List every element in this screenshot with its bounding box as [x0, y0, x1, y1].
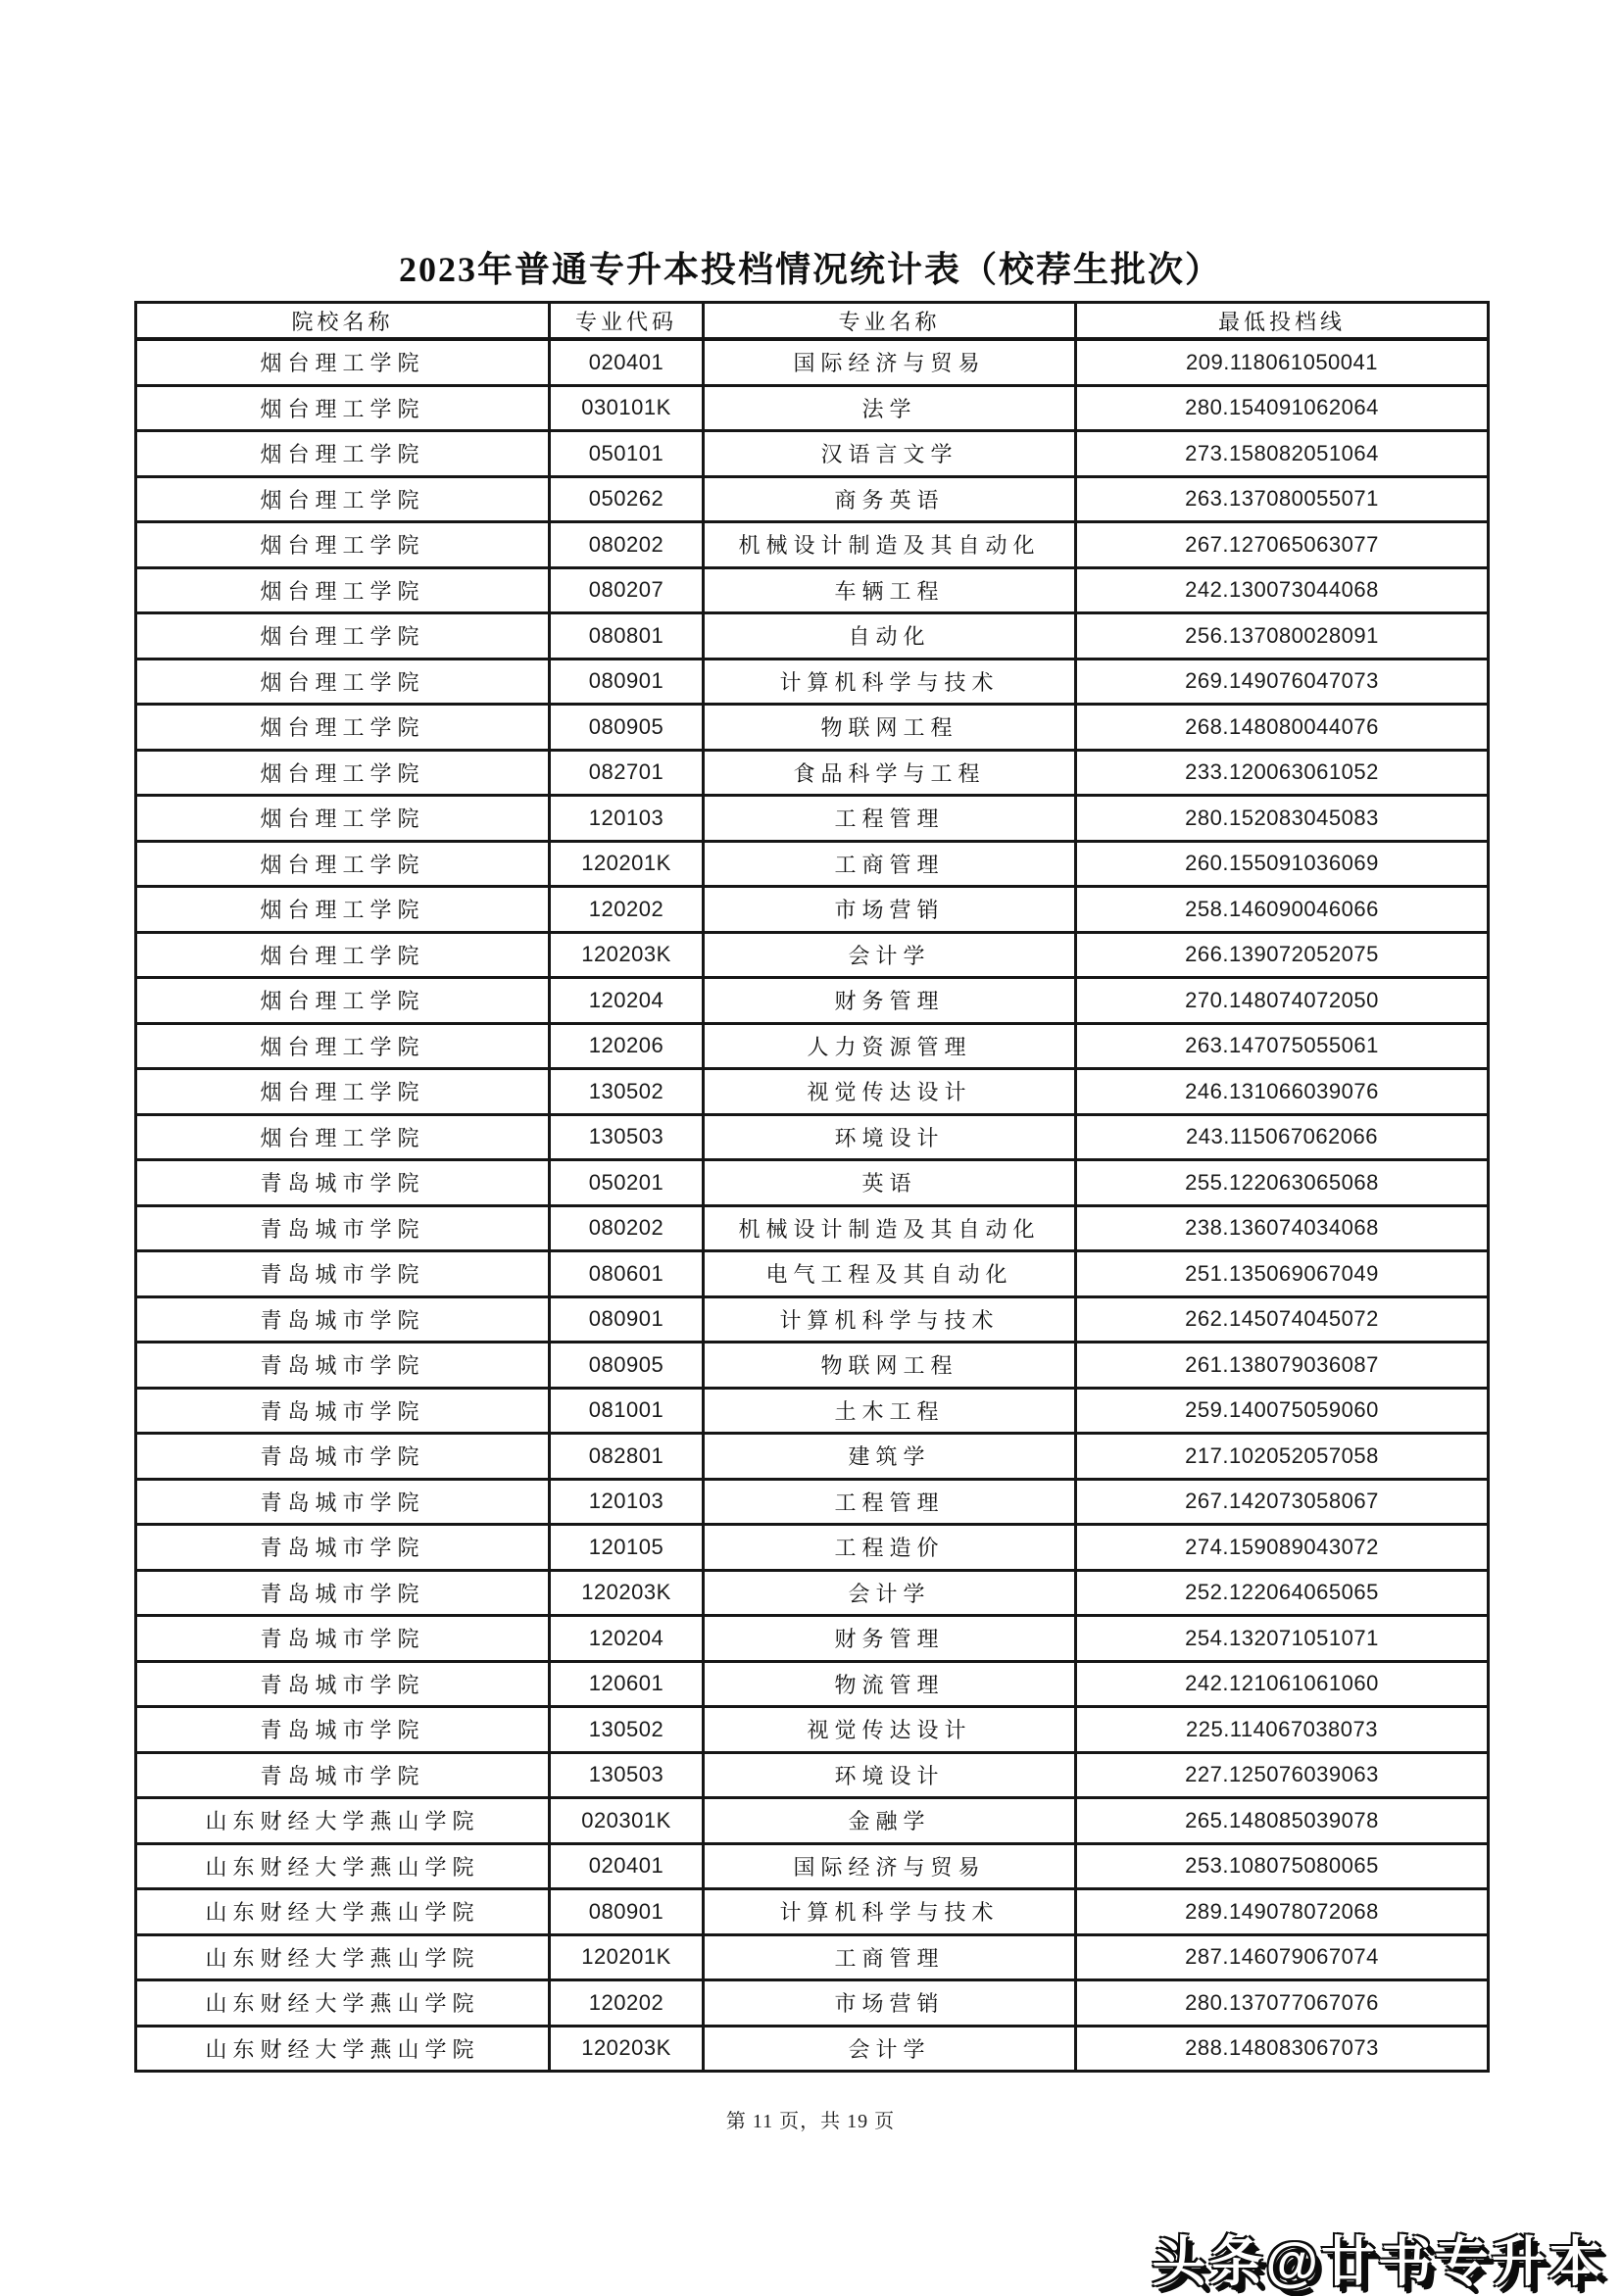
major-code-cell: 120601: [550, 1661, 704, 1707]
min-score-cell: 238.136074034068: [1076, 1205, 1489, 1251]
min-score-cell: 274.159089043072: [1076, 1525, 1489, 1571]
min-score-cell: 209.118061050041: [1076, 339, 1489, 385]
major-code-cell: 120206: [550, 1023, 704, 1069]
institution-cell: 青岛城市学院: [136, 1525, 550, 1571]
institution-cell: 烟台理工学院: [136, 567, 550, 613]
major-code-cell: 120203K: [550, 1570, 704, 1616]
institution-cell: 烟台理工学院: [136, 1114, 550, 1160]
major-name-cell: 食品科学与工程: [704, 750, 1076, 796]
major-name-cell: 土木工程: [704, 1388, 1076, 1434]
min-score-cell: 265.148085039078: [1076, 1798, 1489, 1844]
major-code-cell: 120105: [550, 1525, 704, 1571]
major-name-cell: 车辆工程: [704, 567, 1076, 613]
table-row: [136, 1251, 1489, 1297]
major-name-cell: 财务管理: [704, 978, 1076, 1024]
major-code-cell: 080901: [550, 1889, 704, 1935]
institution-cell: 山东财经大学燕山学院: [136, 1798, 550, 1844]
table-row: [136, 1434, 1489, 1480]
major-name-cell: 机械设计制造及其自动化: [704, 1205, 1076, 1251]
institution-cell: 青岛城市学院: [136, 1752, 550, 1798]
institution-cell: 青岛城市学院: [136, 1388, 550, 1434]
table-row: [136, 431, 1489, 477]
page-number: 第 11 页，共 19 页: [725, 2111, 896, 2132]
major-name-cell: 计算机科学与技术: [704, 1296, 1076, 1343]
column-header: 专业名称: [704, 303, 1076, 340]
major-code-cell: 080905: [550, 705, 704, 751]
major-code-cell: 050201: [550, 1160, 704, 1206]
major-name-cell: 法学: [704, 385, 1076, 431]
major-name-cell: 国际经济与贸易: [704, 339, 1076, 385]
table-row: [136, 659, 1489, 705]
major-name-cell: 物联网工程: [704, 705, 1076, 751]
min-score-cell: 267.127065063077: [1076, 522, 1489, 568]
min-score-cell: 273.158082051064: [1076, 431, 1489, 477]
major-name-cell: 环境设计: [704, 1752, 1076, 1798]
major-code-cell: 082801: [550, 1434, 704, 1480]
table-header: [136, 303, 1489, 340]
major-code-cell: 120201K: [550, 1934, 704, 1980]
min-score-cell: 258.146090046066: [1076, 887, 1489, 933]
table-row: [136, 1752, 1489, 1798]
institution-cell: 山东财经大学燕山学院: [136, 1843, 550, 1889]
institution-cell: 烟台理工学院: [136, 659, 550, 705]
institution-cell: 烟台理工学院: [136, 887, 550, 933]
major-code-cell: 081001: [550, 1388, 704, 1434]
institution-cell: 青岛城市学院: [136, 1296, 550, 1343]
min-score-cell: 261.138079036087: [1076, 1343, 1489, 1389]
major-name-cell: 汉语言文学: [704, 431, 1076, 477]
major-code-cell: 120201K: [550, 841, 704, 887]
major-code-cell: 130502: [550, 1707, 704, 1753]
major-name-cell: 工商管理: [704, 841, 1076, 887]
major-code-cell: 080901: [550, 659, 704, 705]
institution-cell: 青岛城市学院: [136, 1707, 550, 1753]
institution-cell: 烟台理工学院: [136, 385, 550, 431]
min-score-cell: 252.122064065065: [1076, 1570, 1489, 1616]
institution-cell: 山东财经大学燕山学院: [136, 1889, 550, 1935]
institution-cell: 烟台理工学院: [136, 613, 550, 659]
table-row: [136, 887, 1489, 933]
major-code-cell: 130502: [550, 1069, 704, 1115]
institution-cell: 烟台理工学院: [136, 476, 550, 522]
major-code-cell: 050101: [550, 431, 704, 477]
table-row: [136, 1160, 1489, 1206]
major-code-cell: 020401: [550, 1843, 704, 1889]
table-row: [136, 385, 1489, 431]
major-code-cell: 080801: [550, 613, 704, 659]
major-name-cell: 商务英语: [704, 476, 1076, 522]
institution-cell: 山东财经大学燕山学院: [136, 2026, 550, 2072]
table-row: [136, 476, 1489, 522]
institution-cell: 山东财经大学燕山学院: [136, 1934, 550, 1980]
major-code-cell: 120202: [550, 887, 704, 933]
major-code-cell: 080202: [550, 1205, 704, 1251]
major-code-cell: 080601: [550, 1251, 704, 1297]
institution-cell: 山东财经大学燕山学院: [136, 1980, 550, 2027]
major-code-cell: 120204: [550, 1616, 704, 1662]
major-name-cell: 会计学: [704, 932, 1076, 978]
min-score-cell: 289.149078072068: [1076, 1889, 1489, 1935]
table-row: [136, 567, 1489, 613]
table-row: [136, 978, 1489, 1024]
major-code-cell: 120103: [550, 1479, 704, 1525]
major-name-cell: 国际经济与贸易: [704, 1843, 1076, 1889]
major-code-cell: 130503: [550, 1114, 704, 1160]
major-code-cell: 080207: [550, 567, 704, 613]
institution-cell: 烟台理工学院: [136, 750, 550, 796]
institution-cell: 烟台理工学院: [136, 339, 550, 385]
admission-score-table: [134, 301, 1490, 2073]
table-row: [136, 750, 1489, 796]
major-name-cell: 工程管理: [704, 796, 1076, 842]
table-row: [136, 1980, 1489, 2027]
major-code-cell: 120202: [550, 1980, 704, 2027]
min-score-cell: 242.121061061060: [1076, 1661, 1489, 1707]
column-header: 院校名称: [136, 303, 550, 340]
table-row: [136, 1843, 1489, 1889]
major-code-cell: 020401: [550, 339, 704, 385]
major-code-cell: 120203K: [550, 2026, 704, 2072]
institution-cell: 青岛城市学院: [136, 1343, 550, 1389]
major-name-cell: 金融学: [704, 1798, 1076, 1844]
watermark: 头条@廿书专升本: [1152, 2231, 1605, 2292]
table-row: [136, 841, 1489, 887]
major-code-cell: 082701: [550, 750, 704, 796]
column-header: 专业代码: [550, 303, 704, 340]
major-code-cell: 120204: [550, 978, 704, 1024]
min-score-cell: 256.137080028091: [1076, 613, 1489, 659]
institution-cell: 烟台理工学院: [136, 796, 550, 842]
table-body: [136, 339, 1489, 2072]
major-name-cell: 人力资源管理: [704, 1023, 1076, 1069]
major-name-cell: 市场营销: [704, 1980, 1076, 2027]
institution-cell: 烟台理工学院: [136, 1023, 550, 1069]
table-row: [136, 1296, 1489, 1343]
major-name-cell: 工程造价: [704, 1525, 1076, 1571]
major-name-cell: 视觉传达设计: [704, 1707, 1076, 1753]
institution-cell: 青岛城市学院: [136, 1434, 550, 1480]
institution-cell: 青岛城市学院: [136, 1661, 550, 1707]
major-name-cell: 计算机科学与技术: [704, 659, 1076, 705]
min-score-cell: 280.152083045083: [1076, 796, 1489, 842]
table-row: [136, 2026, 1489, 2072]
major-name-cell: 会计学: [704, 1570, 1076, 1616]
document-page: [134, 0, 1487, 2073]
min-score-cell: 263.137080055071: [1076, 476, 1489, 522]
table-row: [136, 339, 1489, 385]
page-title: 2023年普通专升本投档情况统计表（校荐生批次）: [398, 250, 1222, 289]
institution-cell: 青岛城市学院: [136, 1479, 550, 1525]
header-row: [136, 303, 1489, 340]
min-score-cell: 246.131066039076: [1076, 1069, 1489, 1115]
major-code-cell: 050262: [550, 476, 704, 522]
institution-cell: 烟台理工学院: [136, 431, 550, 477]
table-row: [136, 1069, 1489, 1115]
institution-cell: 烟台理工学院: [136, 978, 550, 1024]
major-name-cell: 市场营销: [704, 887, 1076, 933]
table-row: [136, 1525, 1489, 1571]
institution-cell: 青岛城市学院: [136, 1251, 550, 1297]
major-name-cell: 物流管理: [704, 1661, 1076, 1707]
institution-cell: 烟台理工学院: [136, 1069, 550, 1115]
major-name-cell: 视觉传达设计: [704, 1069, 1076, 1115]
institution-cell: 青岛城市学院: [136, 1616, 550, 1662]
institution-cell: 青岛城市学院: [136, 1570, 550, 1616]
major-name-cell: 自动化: [704, 613, 1076, 659]
min-score-cell: 233.120063061052: [1076, 750, 1489, 796]
institution-cell: 烟台理工学院: [136, 841, 550, 887]
major-code-cell: 080202: [550, 522, 704, 568]
major-name-cell: 财务管理: [704, 1616, 1076, 1662]
min-score-cell: 270.148074072050: [1076, 978, 1489, 1024]
table-row: [136, 522, 1489, 568]
major-name-cell: 工程管理: [704, 1479, 1076, 1525]
institution-cell: 烟台理工学院: [136, 522, 550, 568]
table-row: [136, 1661, 1489, 1707]
min-score-cell: 287.146079067074: [1076, 1934, 1489, 1980]
min-score-cell: 243.115067062066: [1076, 1114, 1489, 1160]
table-row: [136, 1205, 1489, 1251]
min-score-cell: 263.147075055061: [1076, 1023, 1489, 1069]
table-row: [136, 613, 1489, 659]
min-score-cell: 288.148083067073: [1076, 2026, 1489, 2072]
major-code-cell: 080905: [550, 1343, 704, 1389]
min-score-cell: 267.142073058067: [1076, 1479, 1489, 1525]
table-row: [136, 1479, 1489, 1525]
major-name-cell: 工商管理: [704, 1934, 1076, 1980]
min-score-cell: 266.139072052075: [1076, 932, 1489, 978]
min-score-cell: 227.125076039063: [1076, 1752, 1489, 1798]
institution-cell: 烟台理工学院: [136, 705, 550, 751]
major-code-cell: 130503: [550, 1752, 704, 1798]
table-row: [136, 796, 1489, 842]
table-row: [136, 1114, 1489, 1160]
major-name-cell: 会计学: [704, 2026, 1076, 2072]
major-name-cell: 建筑学: [704, 1434, 1076, 1480]
min-score-cell: 251.135069067049: [1076, 1251, 1489, 1297]
major-code-cell: 030101K: [550, 385, 704, 431]
min-score-cell: 217.102052057058: [1076, 1434, 1489, 1480]
major-name-cell: 物联网工程: [704, 1343, 1076, 1389]
institution-cell: 烟台理工学院: [136, 932, 550, 978]
major-name-cell: 环境设计: [704, 1114, 1076, 1160]
min-score-cell: 254.132071051071: [1076, 1616, 1489, 1662]
major-code-cell: 020301K: [550, 1798, 704, 1844]
min-score-cell: 280.137077067076: [1076, 1980, 1489, 2027]
table-row: [136, 1616, 1489, 1662]
institution-cell: 青岛城市学院: [136, 1160, 550, 1206]
min-score-cell: 268.148080044076: [1076, 705, 1489, 751]
min-score-cell: 280.154091062064: [1076, 385, 1489, 431]
table-row: [136, 1934, 1489, 1980]
table-row: [136, 1707, 1489, 1753]
table-row: [136, 1798, 1489, 1844]
major-name-cell: 机械设计制造及其自动化: [704, 522, 1076, 568]
major-code-cell: 120103: [550, 796, 704, 842]
column-header: 最低投档线: [1076, 303, 1489, 340]
min-score-cell: 260.155091036069: [1076, 841, 1489, 887]
table-row: [136, 1023, 1489, 1069]
table-row: [136, 932, 1489, 978]
table-row: [136, 1343, 1489, 1389]
min-score-cell: 269.149076047073: [1076, 659, 1489, 705]
institution-cell: 青岛城市学院: [136, 1205, 550, 1251]
min-score-cell: 255.122063065068: [1076, 1160, 1489, 1206]
table-row: [136, 1889, 1489, 1935]
table-row: [136, 1570, 1489, 1616]
min-score-cell: 262.145074045072: [1076, 1296, 1489, 1343]
major-code-cell: 080901: [550, 1296, 704, 1343]
major-name-cell: 英语: [704, 1160, 1076, 1206]
min-score-cell: 253.108075080065: [1076, 1843, 1489, 1889]
min-score-cell: 242.130073044068: [1076, 567, 1489, 613]
min-score-cell: 259.140075059060: [1076, 1388, 1489, 1434]
major-code-cell: 120203K: [550, 932, 704, 978]
major-name-cell: 计算机科学与技术: [704, 1889, 1076, 1935]
min-score-cell: 225.114067038073: [1076, 1707, 1489, 1753]
table-row: [136, 1388, 1489, 1434]
major-name-cell: 电气工程及其自动化: [704, 1251, 1076, 1297]
table-row: [136, 705, 1489, 751]
